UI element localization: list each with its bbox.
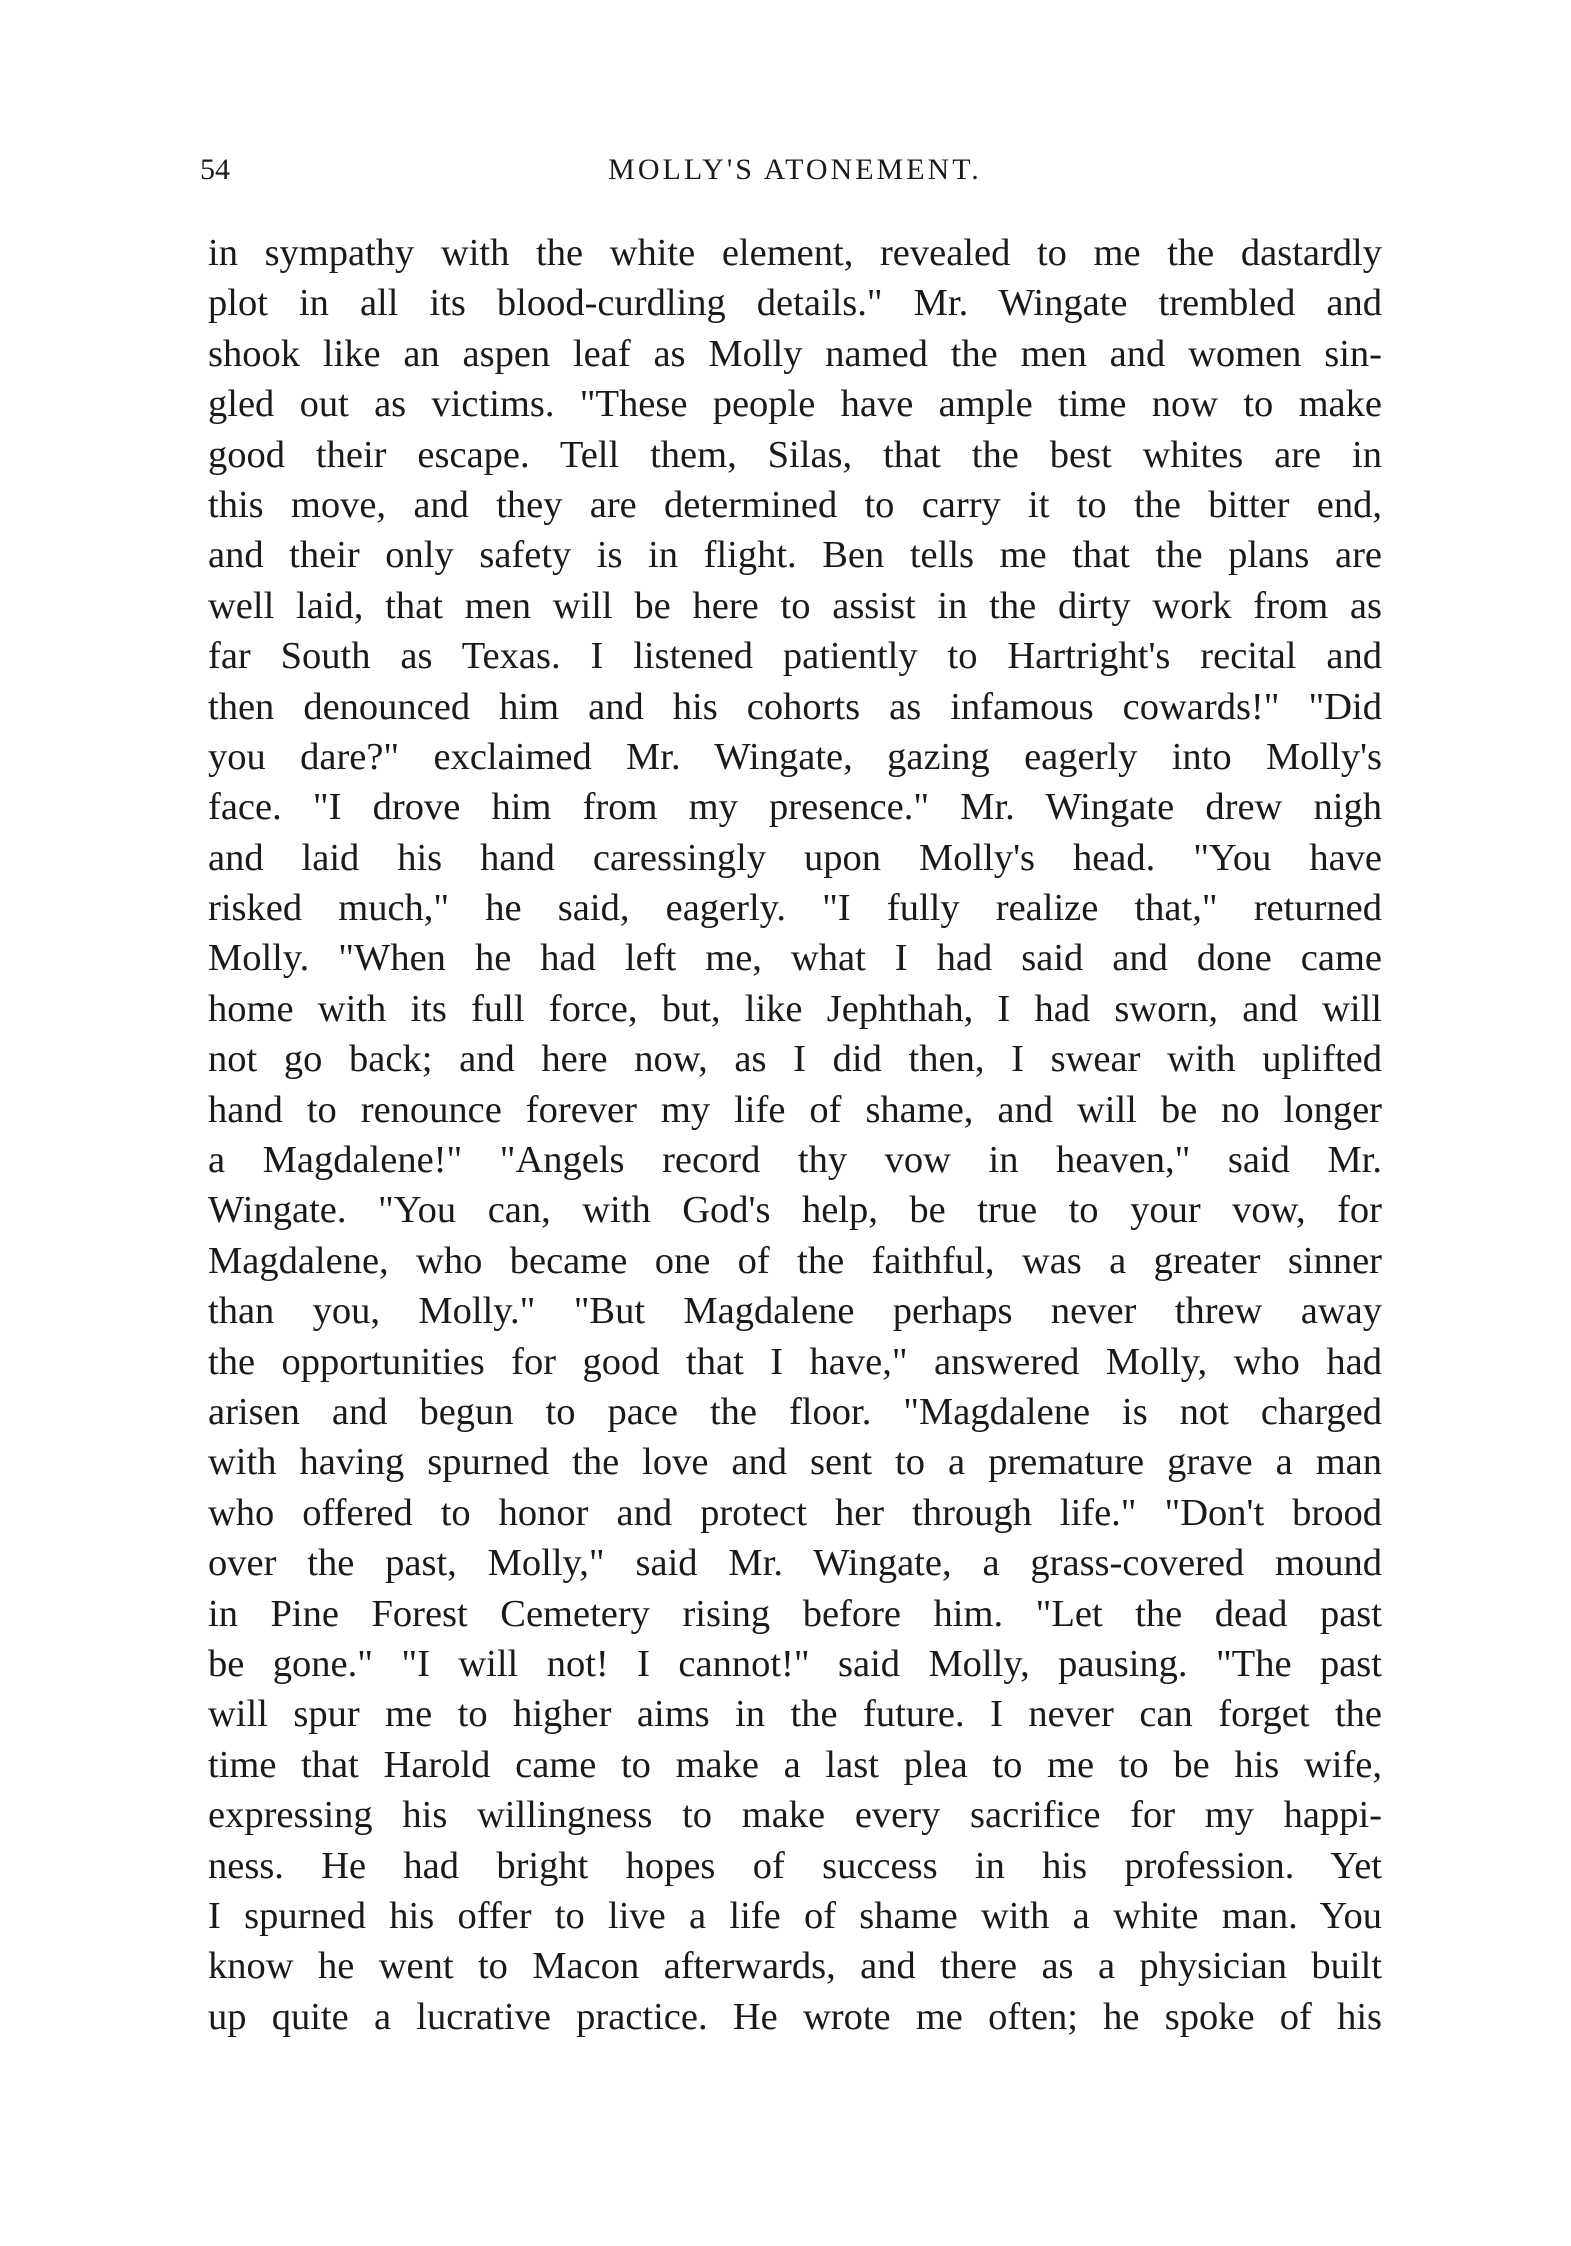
text-line: and their only safety is in flight. Ben tells me that the plans are <box>208 534 1382 577</box>
text-line: in Pine Forest Cemetery rising before him. "Let the dead past <box>208 1592 1382 1635</box>
text-line: far South as Texas. I listened patiently to Hartright's recital and <box>208 635 1382 678</box>
running-title: MOLLY'S ATONEMENT. <box>608 153 982 186</box>
text-line: hand to renounce forever my life of shame, and will be no longer <box>208 1088 1382 1131</box>
text-line: home with its full force, but, like Jephthah, I had sworn, and will <box>208 987 1382 1030</box>
text-line: not go back; and here now, as I did then, I swear with uplifted <box>208 1038 1382 1081</box>
text-line: will spur me to higher aims in the future. I never can forget the <box>208 1693 1382 1736</box>
text-line: with having spurned the love and sent to a premature grave a man <box>208 1441 1382 1484</box>
text-line: who offered to honor and protect her through life." "Don't brood <box>208 1491 1382 1534</box>
text-line: well laid, that men will be here to assist in the dirty work from as <box>208 584 1382 627</box>
text-line: Molly. "When he had left me, what I had said and done came <box>208 937 1382 980</box>
text-line: in sympathy with the white element, revealed to me the dastardly <box>208 232 1382 274</box>
text-line: Magdalene, who became one of the faithful, was a greater sinner <box>208 1239 1382 1282</box>
text-line: then denounced him and his cohorts as infamous cowards!" "Did <box>208 685 1382 728</box>
text-line: up quite a lucrative practice. He wrote me often; he spoke of his <box>208 1995 1382 2038</box>
text-line: you dare?" exclaimed Mr. Wingate, gazing eagerly into Molly's <box>208 735 1382 778</box>
text-line: the opportunities for good that I have," answered Molly, who had <box>208 1340 1382 1383</box>
text-line: arisen and begun to pace the floor. "Magdalene is not charged <box>208 1390 1382 1433</box>
text-line: Wingate. "You can, with God's help, be true to your vow, for <box>208 1189 1382 1232</box>
text-line: I spurned his offer to live a life of shame with a white man. You <box>208 1894 1382 1937</box>
text-line: expressing his willingness to make every sacrifice for my happi- <box>208 1794 1382 1837</box>
text-line: and laid his hand caressingly upon Molly's head. "You have <box>208 836 1382 879</box>
text-line: this move, and they are determined to carry it to the bitter end, <box>208 483 1382 526</box>
text-line: risked much," he said, eagerly. "I fully realize that," returned <box>208 887 1382 930</box>
text-line: be gone." "I will not! I cannot!" said Molly, pausing. "The past <box>208 1642 1382 1685</box>
running-head <box>200 142 1390 198</box>
text-line: plot in all its blood-curdling details." Mr. Wingate trembled and <box>208 282 1382 325</box>
text-line: shook like an aspen leaf as Molly named the men and women sin- <box>208 332 1382 375</box>
text-line: than you, Molly." "But Magdalene perhaps never threw away <box>208 1290 1382 1333</box>
text-line: a Magdalene!" "Angels record thy vow in heaven," said Mr. <box>208 1139 1382 1182</box>
text-line: ness. He had bright hopes of success in his profession. Yet <box>208 1844 1382 1887</box>
body-text <box>208 228 1382 2042</box>
text-line: over the past, Molly," said Mr. Wingate, a grass-covered mound <box>208 1542 1382 1585</box>
text-line: face. "I drove him from my presence." Mr. Wingate drew nigh <box>208 786 1382 829</box>
text-line: gled out as victims. "These people have ample time now to make <box>208 383 1382 426</box>
page-number: 54 <box>200 153 230 186</box>
text-line: time that Harold came to make a last plea to me to be his wife, <box>208 1743 1382 1786</box>
text-line: good their escape. Tell them, Silas, that the best whites are in <box>208 433 1382 476</box>
text-line: know he went to Macon afterwards, and there as a physician built <box>208 1945 1382 1988</box>
